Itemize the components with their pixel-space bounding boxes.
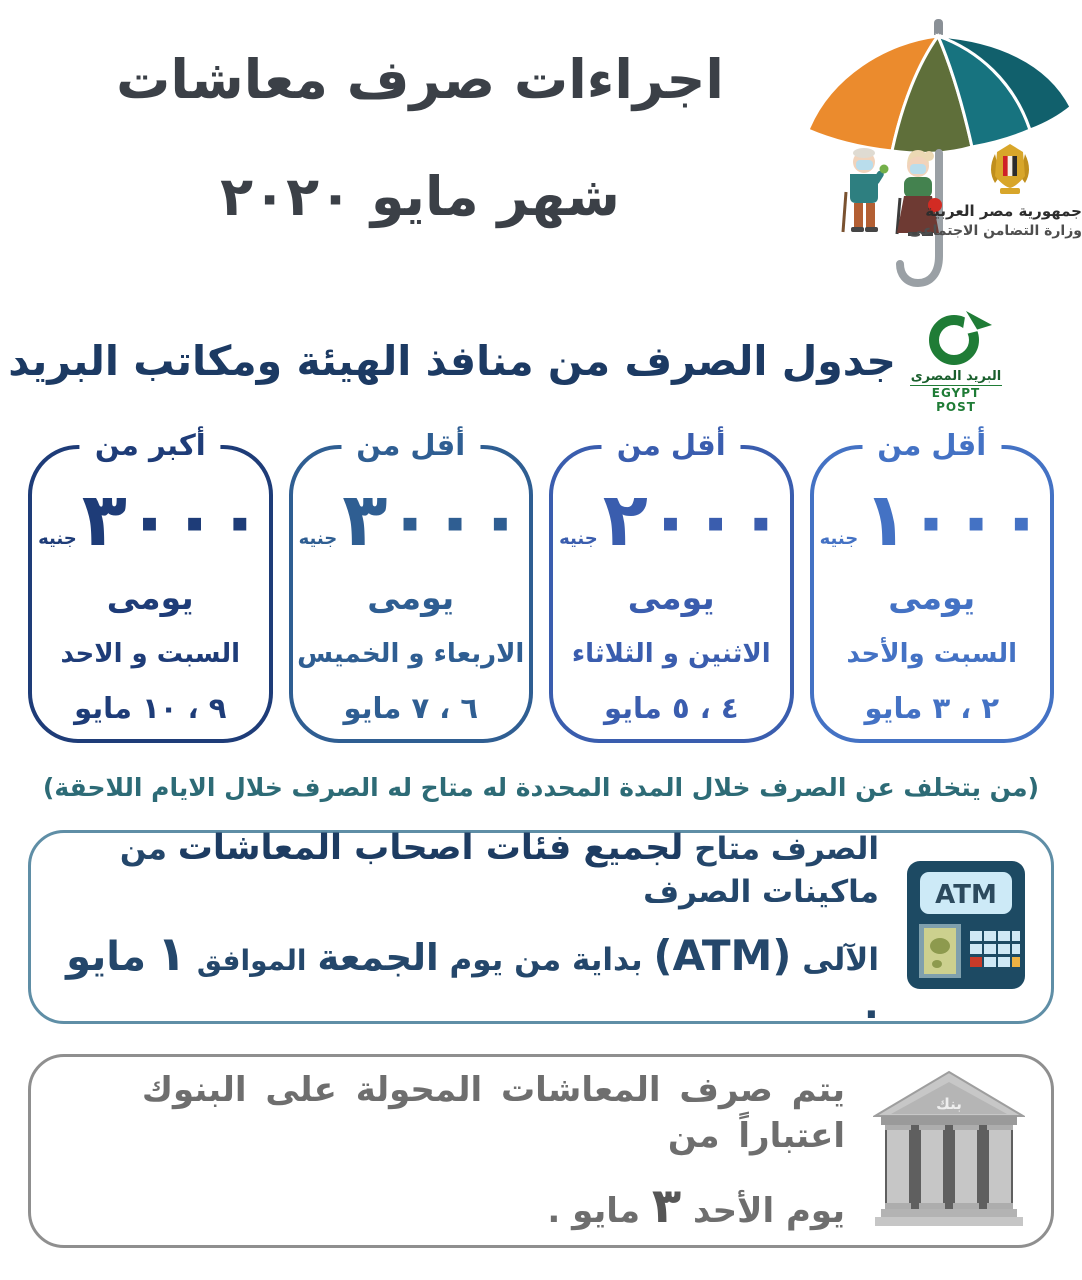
atm-line1-part1: الصرف متاح — [694, 831, 879, 868]
card-amount: ٢٠٠٠ — [602, 477, 784, 563]
card-amount-row — [298, 477, 523, 563]
card-amount: ٣٠٠٠ — [81, 477, 263, 563]
card-days: الاربعاء و الخميس — [297, 638, 525, 669]
pension-card-over-3000 — [28, 428, 273, 743]
umbrella-illustration — [798, 6, 1082, 306]
card-days-label: يومى — [367, 577, 455, 617]
bank-icon — [873, 1070, 1025, 1232]
card-condition: أقل من — [862, 427, 1001, 463]
atm-info-box — [28, 828, 1054, 1028]
card-amount: ٣٠٠٠ — [342, 477, 523, 563]
atm-icon — [907, 860, 1025, 994]
card-days: السبت والأحد — [846, 638, 1018, 669]
card-dates: ٤ ، ٥ مايو — [603, 690, 739, 725]
atm-text — [57, 826, 879, 1028]
bank-pediment-label: بنك — [936, 1095, 962, 1113]
egypt-post-arabic-label: البريد المصرى — [910, 368, 1002, 384]
bank-info-box — [28, 1054, 1054, 1248]
atm-date-number: ١ — [156, 925, 187, 982]
card-dates: ٩ ، ١٠ مايو — [74, 690, 227, 725]
atm-month-label: مايو . — [66, 933, 879, 1028]
card-days-label: يومى — [106, 577, 194, 617]
atm-line2-part3: الموافق — [196, 943, 307, 977]
atm-text-line2 — [57, 926, 879, 1028]
bank-text-line1: يتم صرف المعاشات المحولة على البنوك اعتباراً من — [141, 1070, 845, 1156]
card-amount-row — [819, 477, 1044, 563]
egypt-post-bird-icon — [916, 309, 996, 367]
card-dates: ٢ ، ٣ مايو — [864, 690, 1000, 725]
card-days-label: يومى — [627, 577, 715, 617]
card-currency: جنيه — [559, 527, 598, 549]
pension-card-under-2000 — [549, 428, 794, 743]
card-days: الاثنين و الثلاثاء — [571, 638, 771, 669]
government-identity — [908, 142, 1082, 239]
egypt-eagle-emblem-icon — [987, 142, 1033, 196]
card-currency: جنيه — [819, 527, 859, 549]
card-amount-row — [559, 477, 784, 563]
card-condition: أقل من — [341, 427, 480, 463]
pension-card-under-3000 — [289, 428, 534, 743]
late-disbursement-note: (من يتخلف عن الصرف خلال المدة المحددة له متاح له الصرف خلال الايام اللاحقة) — [42, 773, 1040, 802]
card-currency: جنيه — [298, 527, 338, 549]
atm-line2-part2: بداية من يوم — [449, 941, 643, 978]
card-amount: ١٠٠٠ — [863, 477, 1044, 563]
title-line-2: شهر مايو ٢٠٢٠ — [220, 165, 620, 229]
card-amount-row — [38, 477, 263, 563]
atm-screen-label: ATM — [935, 880, 997, 910]
page-title — [50, 50, 790, 227]
bank-month-label: مايو . — [547, 1190, 641, 1231]
atm-line2-part1: الآلى — [802, 941, 879, 978]
card-dates: ٦ ، ٧ مايو — [343, 690, 479, 725]
bank-text-line2 — [57, 1178, 845, 1234]
card-days: السبت و الاحد — [60, 638, 241, 669]
section-subtitle: جدول الصرف من منافذ الهيئة ومكاتب البريد — [8, 337, 896, 385]
atm-text-line1 — [57, 826, 879, 912]
title-line-1: اجراءات صرف معاشات — [116, 48, 724, 111]
ministry-name: وزارة التضامن الاجتماعى — [908, 223, 1082, 239]
egypt-post-english-label: EGYPT POST — [910, 385, 1002, 414]
egypt-post-logo — [910, 309, 1002, 414]
card-condition: أكبر من — [80, 427, 221, 463]
atm-line1-part2: لجميع فئات اصحاب المعاشات — [177, 828, 684, 869]
subtitle-row — [0, 305, 1082, 413]
atm-line1-part3: من ماكينات الصرف — [119, 831, 879, 910]
card-currency: جنيه — [38, 527, 77, 549]
card-days-label: يومى — [888, 577, 976, 617]
bank-line2-part1: يوم الأحد — [693, 1190, 845, 1231]
bank-date-number: ٣ — [651, 1177, 682, 1234]
pension-card-under-1000 — [810, 428, 1055, 743]
pension-cards-row — [0, 428, 1082, 743]
atm-acronym: (ATM) — [653, 930, 792, 980]
bank-text — [57, 1068, 845, 1234]
country-name: جمهورية مصر العربية — [925, 202, 1082, 220]
header — [0, 0, 1082, 305]
card-condition: أقل من — [602, 427, 741, 463]
atm-friday-label: الجمعة — [317, 935, 439, 979]
